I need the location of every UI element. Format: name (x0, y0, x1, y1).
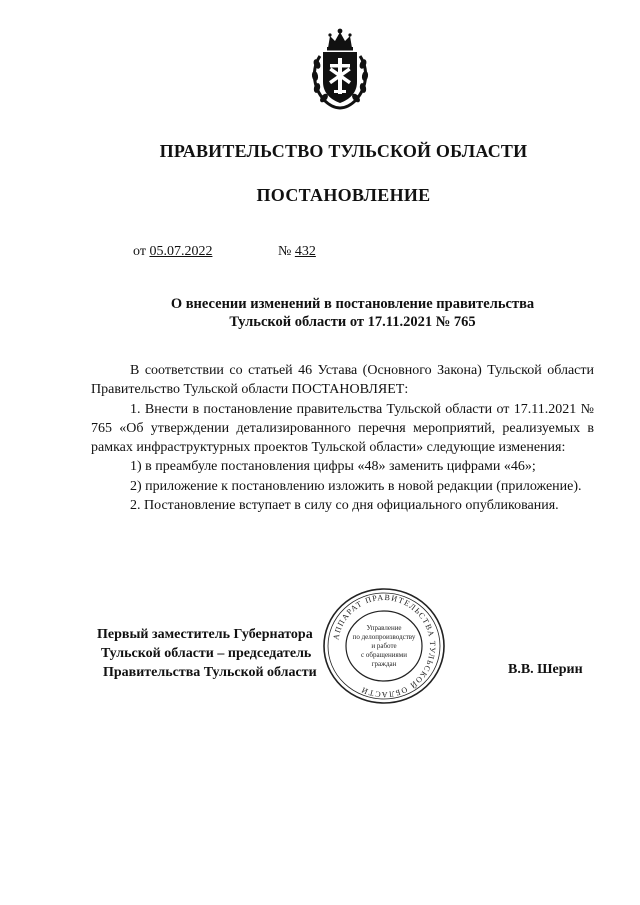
government-title: ПРАВИТЕЛЬСТВО ТУЛЬСКОЙ ОБЛАСТИ (159, 141, 528, 161)
stamp-inner-line-2: по делопроизводству (352, 633, 416, 641)
signer-position (97, 625, 317, 682)
document-subject (120, 295, 585, 331)
subject-line-1: О внесении изменений в постановление правительства (170, 296, 535, 312)
document-number (278, 244, 316, 260)
document-body (91, 361, 594, 515)
stamp-inner-line-4: с обращениями (361, 651, 407, 659)
body-paragraph: В соответствии со статьей 46 Устава (Основного Закона) Тульской области Правительство Тульской области ПОСТАНОВЛЯЕТ: (91, 363, 594, 398)
document-date (133, 244, 212, 260)
number-prefix: № (278, 244, 295, 259)
body-paragraph: 1) в преамбуле постановления цифры «48» заменить цифрами «46»; (130, 459, 536, 475)
body-paragraph: 2. Постановление вступает в силу со дня официального опубликования. (130, 498, 559, 514)
date-value: 05.07.2022 (149, 244, 213, 259)
tula-coat-of-arms-icon (306, 26, 374, 110)
official-stamp-icon (318, 586, 450, 706)
body-paragraph: 2) приложение к постановлению изложить в новой редакции (приложение). (130, 478, 582, 494)
stamp-inner-line-5: граждан (371, 660, 397, 668)
signer-name: В.В. Шерин (508, 662, 583, 677)
signer-position-line-3: Правительства Тульской области (103, 665, 317, 680)
number-value: 432 (294, 244, 316, 259)
body-paragraph: 1. Внести в постановление правительства Тульской области от 17.11.2021 № 765 «Об утверждении детализированного перечня мероприятий, реализуемых в рамках инфраструктурных проектов Тульской области» следующие изменения: (91, 401, 594, 456)
stamp-ring-text: АППАРАТ ПРАВИТЕЛЬСТВА ТУЛЬСКОЙ ОБЛАСТИ (331, 592, 438, 700)
signer-position-line-1: Первый заместитель Губернатора (97, 627, 313, 642)
stamp-inner-line-3: и работе (371, 642, 397, 650)
date-prefix: от (133, 244, 150, 259)
stamp-inner-line-1: Управление (366, 624, 402, 632)
signer-position-line-2: Тульской области – председатель (101, 646, 312, 661)
subject-line-2: Тульской области от 17.11.2021 № 765 (229, 314, 476, 330)
document-kind-title: ПОСТАНОВЛЕНИЕ (256, 185, 431, 205)
